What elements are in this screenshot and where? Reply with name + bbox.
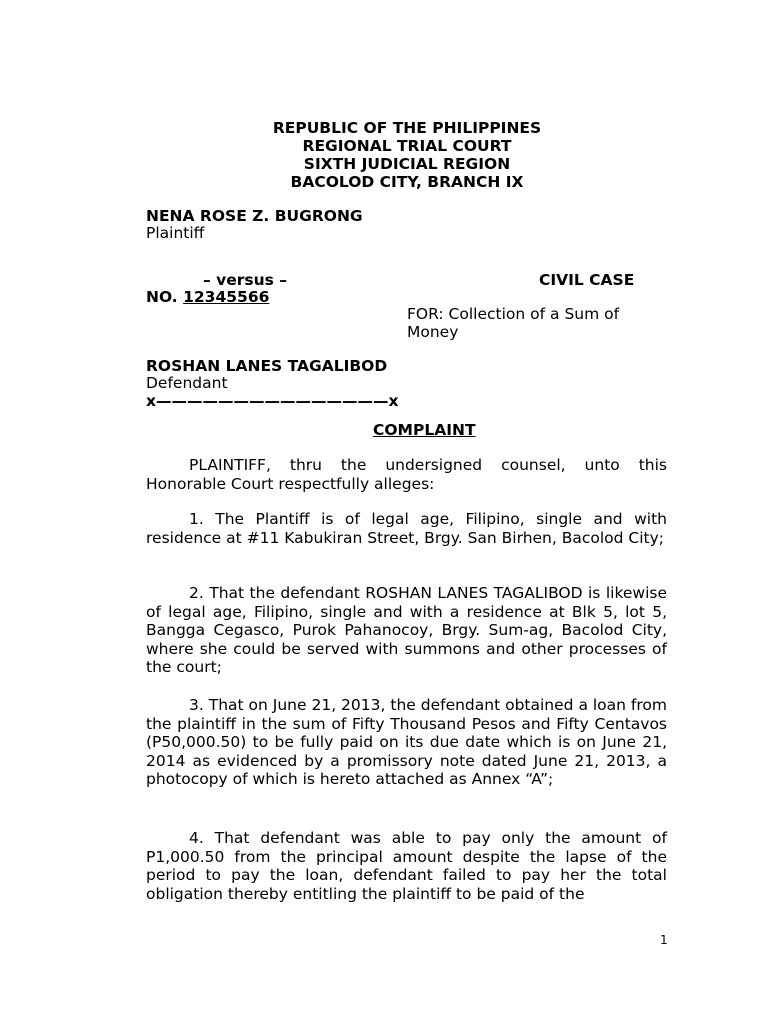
paragraph-text: 3. That on June 21, 2013, the defendant obtained a loan from the plaintiff in the sum of Fifty Thousand Pesos and Fifty Centavos (P50,000.50) to be fully paid on its due date which is on June 21, 2014 as evidenced by a promissory note dated June 21, 2013, a photocopy of which is hereto attached as Annex “A”; — [146, 696, 667, 789]
page-number: 1 — [660, 933, 668, 947]
court-header — [0, 119, 768, 191]
header-region: SIXTH JUDICIAL REGION — [303, 155, 511, 173]
document-title: COMPLAINT — [373, 421, 476, 439]
paragraph-3 — [146, 696, 667, 789]
case-nature-line1: FOR: Collection of a Sum of — [407, 305, 620, 323]
paragraph-text: 1. The Plantiff is of legal age, Filipino, single and with residence at #11 Kabukiran Street, Brgy. San Birhen, Bacolod City; — [146, 510, 667, 547]
defendant-name: ROSHAN LANES TAGALIBOD — [146, 357, 388, 375]
paragraph-4 — [146, 829, 667, 903]
paragraph-text: PLAINTIFF, thru the undersigned counsel, unto this Honorable Court respectfully alleges: — [146, 456, 667, 493]
civil-case-label: CIVIL CASE — [539, 271, 635, 289]
header-court: REGIONAL TRIAL COURT — [302, 137, 512, 155]
header-republic: REPUBLIC OF THE PHILIPPINES — [272, 119, 542, 137]
plaintiff-role: Plaintiff — [146, 224, 205, 242]
case-number: 12345566 — [183, 288, 270, 306]
caption-separator: x———————————————x — [146, 392, 399, 410]
paragraph-intro — [146, 456, 667, 493]
plaintiff-name: NENA ROSE Z. BUGRONG — [146, 207, 363, 225]
paragraph-text: 4. That defendant was able to pay only the amount of P1,000.50 from the principal amount despite the lapse of the period to pay the loan, defendant failed to pay her the total obligation thereby entitling the plaintiff to be paid of the — [146, 829, 667, 903]
case-number-line — [146, 288, 269, 306]
paragraph-2 — [146, 584, 667, 677]
case-number-label: NO. — [146, 288, 178, 306]
defendant-role: Defendant — [146, 374, 228, 392]
paragraph-1 — [146, 510, 667, 547]
case-nature-line2: Money — [407, 323, 459, 341]
versus-label: – versus – — [203, 271, 288, 289]
header-branch: BACOLOD CITY, BRANCH IX — [290, 173, 524, 191]
paragraph-text: 2. That the defendant ROSHAN LANES TAGALIBOD is likewise of legal age, Filipino, single and with a residence at Blk 5, lot 5, Bangga Cegasco, Purok Pahanocoy, Brgy. Sum-ag, Bacolod City, where she could be served with summons and other processes of the court; — [146, 584, 667, 677]
